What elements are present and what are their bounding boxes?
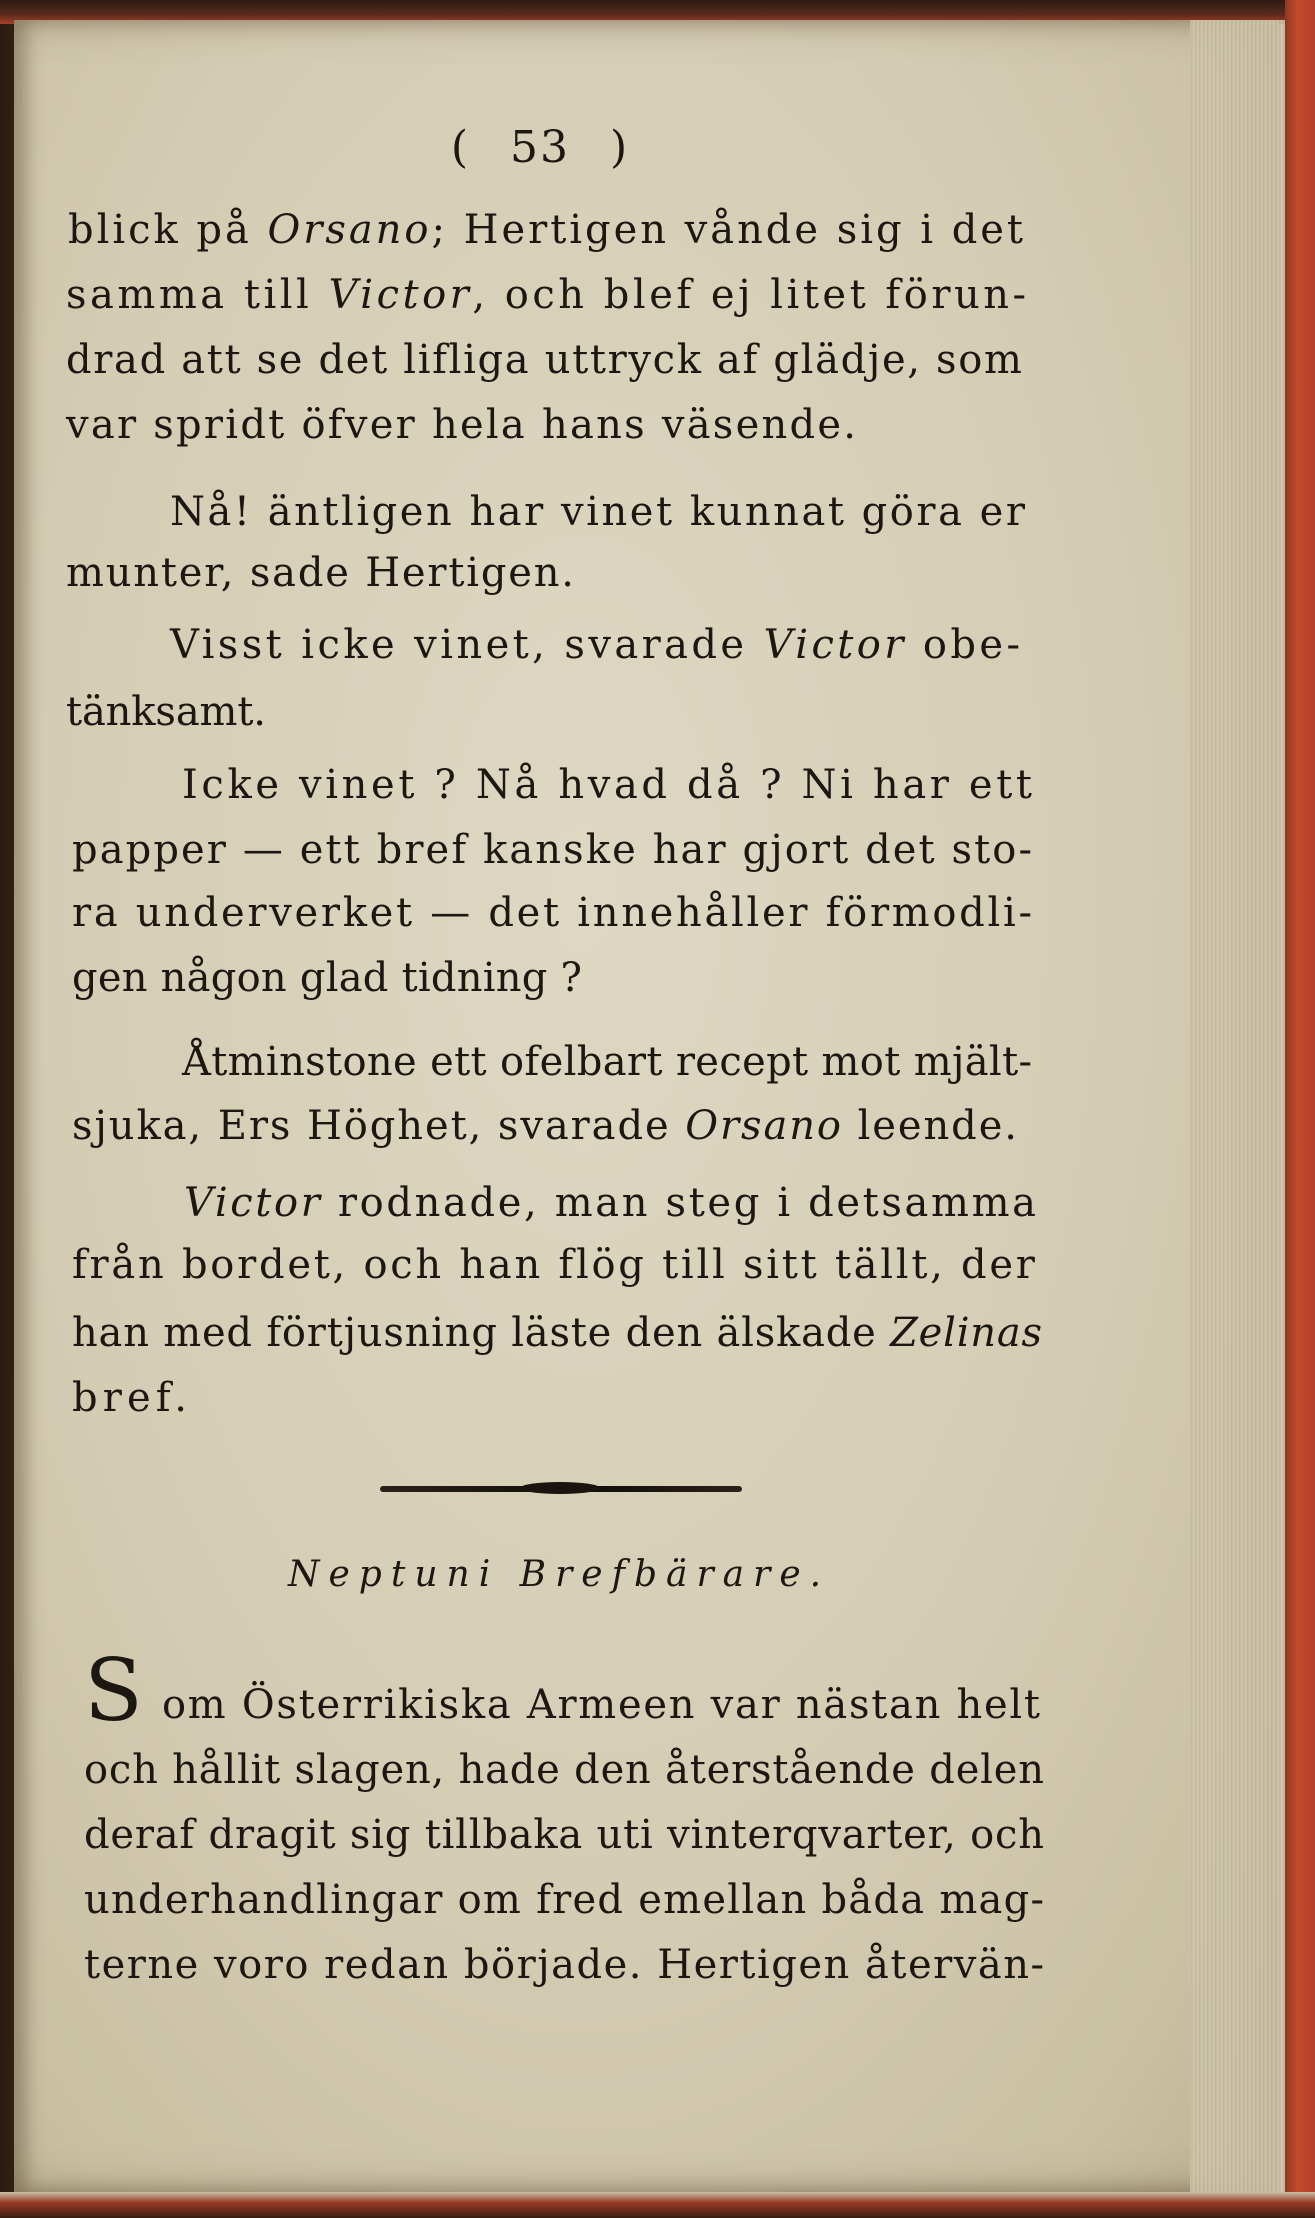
text-run: papper — ett bref kanske har gjort det sto- — [72, 827, 1035, 873]
drop-cap: S — [84, 1641, 143, 1741]
italic-name: Victor — [184, 1180, 323, 1226]
text-run: gen någon glad tidning ? — [72, 955, 583, 1001]
text-line — [170, 489, 1028, 535]
text-run: tänksamt. — [66, 689, 266, 735]
text-line: terne voro redan började. Hertigen återvän- — [84, 1942, 1046, 1988]
text-run: han med förtjusning läste den älskade — [72, 1310, 891, 1356]
text-line — [66, 272, 1030, 318]
text-line: och hållit slagen, hade den återstående delen — [84, 1747, 1045, 1793]
text-run: blick på — [68, 207, 268, 253]
page-number-close-paren: ) — [610, 122, 630, 173]
text-line — [72, 1375, 193, 1421]
text-line — [72, 827, 1035, 873]
text-run: bref. — [72, 1375, 193, 1421]
italic-name: Zelinas — [890, 1310, 1043, 1356]
text-line: deraf dragit sig tillbaka uti vinterqvarter, och — [84, 1812, 1045, 1858]
section-heading: Neptuni Brefbärare. — [288, 1554, 831, 1595]
italic-name: Orsano — [685, 1103, 843, 1149]
italic-name: Victor — [763, 622, 907, 668]
text-run: Nå! äntligen har vinet kunnat göra er — [170, 489, 1028, 535]
text-line — [72, 1103, 1019, 1149]
text-run: ra underverket — det innehåller förmodli- — [72, 890, 1035, 936]
text-line — [72, 1242, 1038, 1288]
text-line — [182, 762, 1036, 808]
italic-name: Orsano — [267, 207, 432, 253]
text-line — [72, 890, 1035, 936]
text-run: samma till — [66, 272, 329, 318]
text-line — [66, 337, 1024, 383]
text-run: leende. — [842, 1103, 1019, 1149]
text-line — [184, 1180, 1039, 1226]
text-run: från bordet, och han flög till sitt tällt, der — [72, 1242, 1038, 1288]
italic-name: Victor — [328, 272, 473, 318]
text-run: Visst icke vinet, svarade — [170, 622, 764, 668]
text-run: ; Hertigen vånde sig i det — [431, 207, 1026, 253]
text-line: om Österrikiska Armeen var nästan helt — [162, 1682, 1042, 1728]
text-line — [66, 689, 266, 735]
text-run: , och blef ej litet förun- — [472, 272, 1030, 318]
text-line — [66, 550, 576, 596]
text-run: var spridt öfver hela hans väsende. — [66, 402, 859, 448]
text-run: munter, sade Hertigen. — [66, 550, 576, 596]
section-divider-ornament — [520, 1482, 600, 1494]
text-line — [66, 402, 859, 448]
text-line — [72, 955, 583, 1001]
text-run: obe- — [906, 622, 1024, 668]
page-number-value: 53 — [510, 122, 570, 173]
text-line — [170, 622, 1024, 668]
text-run: drad att se det lifliga uttryck af glädje, som — [66, 337, 1024, 383]
text-run: rodnade, man steg i detsamma — [322, 1180, 1039, 1226]
text-line — [72, 1310, 1043, 1356]
text-run: Icke vinet ? Nå hvad då ? Ni har ett — [182, 762, 1036, 808]
text-line — [68, 207, 1026, 253]
text-line: underhandlingar om fred emellan båda mag- — [84, 1877, 1046, 1923]
text-line — [182, 1039, 1033, 1085]
text-run: sjuka, Ers Höghet, svarade — [72, 1103, 686, 1149]
page-number-open-paren: ( — [450, 122, 470, 173]
page-number — [380, 122, 700, 173]
text-run: Åtminstone ett ofelbart recept mot mjält- — [182, 1039, 1033, 1085]
